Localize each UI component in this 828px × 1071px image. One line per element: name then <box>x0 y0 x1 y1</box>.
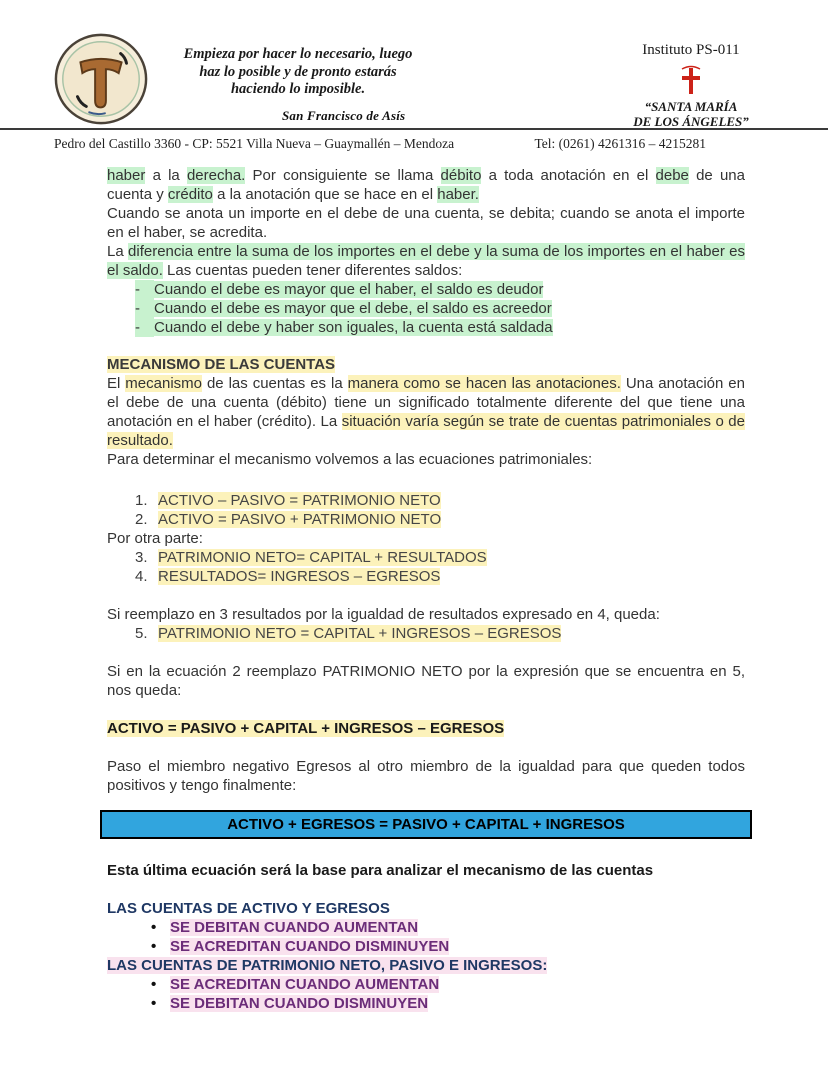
paragraph-reemplazo-2: Si en la ecuación 2 reemplazo PATRIMONIO NETO por la expresión que se encuentra en 5, nos queda: <box>107 663 745 699</box>
list-item-saldo-acreedor <box>107 299 745 318</box>
bullet-icon: • <box>151 938 157 955</box>
list-item-text: Cuando el debe es mayor que el debe, el saldo es acreedor <box>154 300 552 317</box>
equation-number: 5. <box>135 625 148 642</box>
body-text: a toda anotación en el <box>481 167 656 184</box>
equation-text: ACTIVO – PASIVO = PATRIMONIO NETO <box>158 492 441 509</box>
paragraph-reemplazo-3: Si reemplazo en 3 resultados por la igualdad de resultados expresado en 4, queda: <box>107 606 660 623</box>
equation-text: ACTIVO = PASIVO + PATRIMONIO NETO <box>158 511 442 528</box>
heading-cuentas-pn-pasivo-ingresos <box>107 956 745 975</box>
equation-number: 2. <box>135 511 148 528</box>
paragraph-mecanismo <box>107 374 745 450</box>
school-name-line2: DE LOS ÁNGELES” <box>633 114 749 129</box>
list-item-text: Cuando el debe es mayor que el haber, el saldo es deudor <box>154 281 544 298</box>
equation-5 <box>107 624 745 643</box>
list-item-saldo-deudor <box>107 280 745 299</box>
bullet-item-acreditan-disminuyen <box>107 937 745 956</box>
bullet-icon: • <box>151 919 157 936</box>
equation-number: 3. <box>135 549 148 566</box>
highlighted-term: debe <box>655 167 689 184</box>
body-text: de una cuenta y <box>107 167 745 203</box>
heading-text: LAS CUENTAS DE PATRIMONIO NETO, PASIVO E INGRESOS: <box>107 957 548 974</box>
equation-4 <box>107 567 745 586</box>
dash-bullet: - <box>135 318 154 337</box>
quote-block <box>164 46 432 124</box>
equation-2 <box>107 510 745 529</box>
tau-cross-logo-graphic <box>52 30 150 128</box>
letterhead <box>0 0 828 129</box>
school-name-line1: “SANTA MARÍA <box>644 99 738 114</box>
highlighted-term: haber. <box>437 186 479 203</box>
bullet-text: SE DEBITAN CUANDO DISMINUYEN <box>170 995 429 1012</box>
school-name <box>616 99 766 129</box>
list-item-cuenta-saldada <box>107 318 745 337</box>
bullet-icon: • <box>151 976 157 993</box>
paragraph-ultima-ecuacion: Esta última ecuación será la base para analizar el mecanismo de las cuentas <box>107 862 654 879</box>
paragraph-ecuaciones-intro: Para determinar el mecanismo volvemos a las ecuaciones patrimoniales: <box>107 451 593 468</box>
heading-cuentas-activo-egresos: LAS CUENTAS DE ACTIVO Y EGRESOS <box>107 900 390 917</box>
bullet-text: SE DEBITAN CUANDO AUMENTAN <box>170 919 419 936</box>
equation-number: 1. <box>135 492 148 509</box>
paragraph-debita-acredita: Cuando se anota un importe en el debe de una cuenta, se debita; cuando se anota el importe en el haber, se acredita. <box>107 205 745 241</box>
bullet-text: SE ACREDITAN CUANDO DISMINUYEN <box>170 938 450 955</box>
paragraph-por-otra-parte: Por otra parte: <box>107 530 203 547</box>
dash-bullet: - <box>135 280 154 299</box>
list-item-text: Cuando el debe y haber son iguales, la cuenta está saldada <box>154 319 553 336</box>
quote-line: Empieza por hacer lo necesario, luego <box>183 46 413 62</box>
body-text: Una anotación en el debe de una cuenta (débito) tiene un significado totalmente diferente del que tiene una anotación en el haber (crédito). La <box>107 375 745 430</box>
equation-box-text: ACTIVO + EGRESOS = PASIVO + CAPITAL + INGRESOS <box>227 816 625 833</box>
phone-text: Tel: (0261) 4261316 – 4215281 <box>534 136 706 151</box>
quote-line: haz lo posible y de pronto estarás <box>199 63 397 80</box>
quote-line: haciendo lo imposible. <box>230 81 366 97</box>
heading-text: MECANISMO DE LAS CUENTAS <box>107 356 336 373</box>
highlighted-term: manera como se hacen las anotaciones. <box>347 375 621 392</box>
dash-bullet: - <box>135 299 154 318</box>
institute-block <box>616 42 766 129</box>
address-text: Pedro del Castillo 3360 - CP: 5521 Villa Nueva – Guaymallén – Mendoza <box>54 136 455 151</box>
bullet-item-acreditan-aumentan <box>107 975 745 994</box>
highlighted-equation-box <box>100 810 752 839</box>
tau-cross-logo <box>52 30 150 128</box>
paragraph-paso-miembro: Paso el miembro negativo Egresos al otro miembro de la igualdad para que queden todos positivos y tengo finalmente: <box>107 758 745 794</box>
equation-1 <box>107 491 745 510</box>
highlighted-term: diferencia entre la suma de los importes en el debe y la suma de los importes en el haber es el saldo. <box>107 243 745 279</box>
document-body <box>0 152 828 1013</box>
equations-group <box>107 491 745 586</box>
paragraph-saldo <box>107 242 745 280</box>
body-text: Las cuentas pueden tener diferentes saldos: <box>162 262 463 279</box>
body-text: de las cuentas es la <box>202 375 348 392</box>
body-text: La <box>107 243 129 260</box>
paragraph-debito-credito <box>107 166 745 204</box>
equation-text: PATRIMONIO NETO = CAPITAL + INGRESOS – EGRESOS <box>158 625 562 642</box>
highlighted-term: situación varía según se trate de cuentas patrimoniales o de resultado. <box>107 413 745 449</box>
bullet-text: SE ACREDITAN CUANDO AUMENTAN <box>170 976 440 993</box>
body-text: Por consiguiente se llama <box>245 167 441 184</box>
equation-main <box>107 719 745 738</box>
equation-text: PATRIMONIO NETO= CAPITAL + RESULTADOS <box>158 549 487 566</box>
equation-3 <box>107 548 745 567</box>
equation-text: RESULTADOS= INGRESOS – EGRESOS <box>158 568 441 585</box>
highlighted-term: débito <box>440 167 482 184</box>
bullet-item-debitan-aumentan <box>107 918 745 937</box>
school-crest-icon <box>676 65 706 97</box>
highlighted-term: crédito <box>167 186 213 203</box>
quote-author: San Francisco de Asís <box>282 107 406 123</box>
bullet-icon: • <box>151 995 157 1012</box>
contact-row <box>0 130 828 152</box>
heading-mecanismo <box>107 355 745 374</box>
institute-code: Instituto PS-011 <box>642 42 740 58</box>
body-text: a la <box>145 167 187 184</box>
highlighted-term: mecanismo <box>125 375 202 392</box>
body-text: El <box>107 375 126 392</box>
bullet-item-debitan-disminuyen <box>107 994 745 1013</box>
highlighted-term: haber <box>107 167 146 184</box>
equation-text: ACTIVO = PASIVO + CAPITAL + INGRESOS – EGRESOS <box>107 720 505 737</box>
equation-number: 4. <box>135 568 148 585</box>
highlighted-term: derecha. <box>186 167 246 184</box>
body-text: a la anotación que se hace en el <box>212 186 438 203</box>
